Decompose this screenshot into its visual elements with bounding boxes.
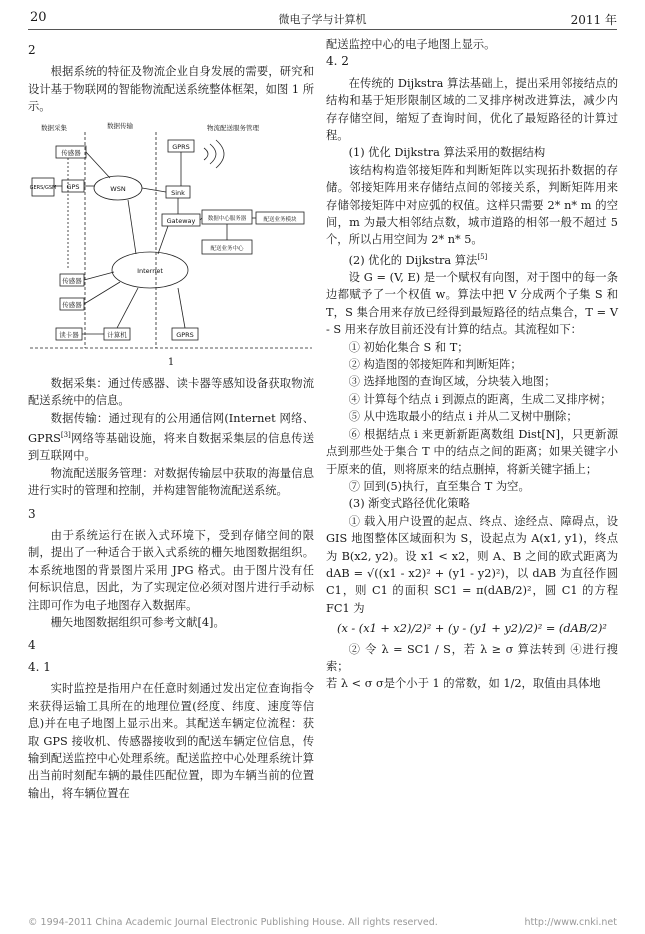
journal-name: 微电子学与计算机	[278, 13, 367, 26]
gprs-top-text: GPRS	[172, 142, 190, 151]
paragraph: ② 令 λ = SC1 / S，若 λ ≥ σ 算法转到 ④进行搜索；	[326, 642, 618, 673]
paragraph: 由于系统运行在嵌入式环境下，受到存储空间的限制，提出了一种适合于嵌入式系统的栅矢地图数据组织。本系统地图的背景图片采用 JPG 格式。由于图片没有任何标识信息，因此，为了实现定位必须对图片进行手动标注即可作为电子地图存入数据库。	[28, 529, 314, 612]
circle-equation: (x - (x1 + x2)/2)² + (y - (y1 + y2)/2)² = (dAB/2)²	[337, 622, 607, 636]
cnki-url: http://www.cnki.net	[524, 917, 617, 928]
section-4-1-heading: 4. 1	[28, 659, 51, 674]
paragraph: 若 λ < σ σ是个小于 1 的常数，如 1/2，取值由具体地	[326, 677, 601, 691]
sink-text: Sink	[171, 188, 185, 197]
dispatch-center-text: 配送业务中心	[210, 245, 244, 252]
sensor2-text: 传感器	[62, 276, 82, 285]
distribution-module-text: 配送业务模块	[263, 216, 297, 223]
algorithm-step: ⑦ 回到(5)执行，直至集合 T 为空。	[348, 479, 530, 493]
page-number: 20	[30, 10, 47, 25]
algorithm-step: ⑤ 从中选取最小的结点 i 并从二叉树中删除；	[348, 410, 578, 424]
data-server-text: 数据中心服务器	[207, 215, 247, 222]
right-column	[326, 36, 618, 693]
algorithm-step: ⑥ 根据结点 i 来更新新距离数组 Dist[N]，只更新源点到那些处于集合 T 中的结点之间的距离；如果关键字小于原来的值，则将原来的结点删掉，将新关键字插上；	[326, 427, 618, 476]
gateway-text: Gateway	[166, 216, 196, 225]
gprs-bottom-text: GPRS	[176, 330, 194, 339]
paragraph: 在传统的 Dijkstra 算法基础上，提出采用邻接结点的结构和基于矩形限制区域的二叉排序树改进算法，减少内存存储空间，缩短了查询时间，优化了最短路径的计算过程。	[326, 76, 618, 143]
paragraph: ① 载入用户设置的起点、终点、途经点、障碍点，设 GIS 地图整体区域面积为 S，设起点为 A(x1, y1)，终点为 B(x2, y2)。设 x1 < x2，则 A、B 之间的欧式距离为 dAB = √((x1 - x2)² + (y1 - y2)²)，以 dAB 为直径作圆 C1，则 C1 的面积 SC1 = π(dAB/2)²，圆 C1 的方程 FC1 为	[326, 514, 618, 615]
subheading-text: (2) 优化的 Dijkstra 算法	[348, 253, 478, 267]
left-column	[28, 36, 314, 802]
label-service: 物流配送服务管理	[207, 123, 259, 132]
gprs-gsm-text: GERS/GSM	[29, 184, 57, 191]
paragraph: 数据采集：通过传感器、读卡器等感知设备获取物流配送系统中的信息。	[28, 377, 314, 408]
algorithm-step: ② 构造图的邻接矩阵和判断矩阵；	[348, 358, 522, 372]
section-2-heading: 2	[28, 43, 36, 57]
copyright-notice: © 1994-2011 China Academic Journal Electronic Publishing House. All rights reserved.	[28, 917, 438, 928]
section-4-heading: 4	[28, 638, 36, 653]
citation: [3]	[60, 431, 71, 440]
journal-year: 2011 年	[570, 13, 617, 27]
paragraph: 配送监控中心的电子地图上显示。	[326, 38, 496, 51]
section-4-2-heading: 4. 2	[326, 54, 349, 69]
gps-text: GPS	[66, 182, 80, 191]
label-acq: 数据采集	[41, 123, 67, 132]
figure-caption: 1	[167, 356, 175, 368]
paragraph: 栅矢地图数据组织可参考文献[4]。	[50, 616, 225, 630]
sensor1-text: 传感器	[61, 148, 81, 157]
system-architecture-figure	[28, 120, 314, 352]
subheading: (3) 渐变式路径优化策略	[348, 497, 470, 511]
reader-text: 读卡器	[59, 330, 79, 339]
paragraph: 根据系统的特征及物流企业自身发展的需要，研究和设计基于物联网的智能物流配送系统整体框架，如图 1 所示。	[28, 65, 314, 114]
label-trans: 数据传输	[107, 121, 133, 130]
algorithm-step: ① 初始化集合 S 和 T；	[348, 340, 469, 354]
wsn-text: WSN	[110, 184, 126, 193]
paragraph-part: 数据传输：通过现有的公用通信网(Internet 网络、GPRS	[28, 411, 314, 446]
paragraph: 该结构构造邻接矩阵和判断矩阵以实现拓扑数据的存储。邻接矩阵用来存储结点间的邻接关系，判断矩阵用来存储邻接矩阵中对应弧的权值。这样只需要 2* n* m 的空间，m 为最大相邻结点数，城市道路的相邻一般不超过 5 个，所以占用空间为 2* n* 5。	[326, 163, 618, 247]
header-rule	[28, 29, 617, 30]
paragraph: 物流配送服务管理：对数据传输层中获取的海量信息进行实时的管理和控制，并构建智能物流配送系统。	[28, 466, 314, 498]
algorithm-step: ③ 选择地图的查询区域，分块装入地图；	[348, 375, 556, 389]
subheading: (1) 优化 Dijkstra 算法采用的数据结构	[348, 146, 546, 160]
computer-text: 计算机	[107, 330, 127, 339]
algorithm-step: ④ 计算每个结点 i 到源点的距离，生成二叉排序树；	[348, 392, 612, 406]
paragraph: 设 G = (V, E) 是一个赋权有向图，对于图中的每一条边都赋予了一个权值 w。算法中把 V 分成两个子集 S 和 T，S 集合用来存放已经得到最短路径的结点集合，T = V - S 用来存放目前还没有计算的结点。其流程如下：	[326, 271, 618, 337]
paragraph-part: 网络等基础设施，将来自数据采集层的信息传送到互联网中。	[28, 432, 314, 463]
internet-text: Internet	[137, 266, 163, 275]
section-3-heading: 3	[28, 506, 36, 521]
paragraph: 实时监控是指用户在任意时刻通过发出定位查询指令来获得运输工具所在的地理位置(经度、纬度、速度等信息)并在电子地图上显示出来。其配送车辆定位流程：获取 GPS 接收机、传感器接收到的配送车辆定位信息，传输到配送监控中心处理系统。配送监控中心处理系统计算出当前时刻配车辆的最佳匹配位置，即为车辆当前的位置输出，将车辆位置在	[28, 682, 314, 800]
sensor3-text: 传感器	[62, 300, 82, 309]
paragraph	[28, 410, 314, 465]
subheading	[326, 249, 618, 269]
citation: [5]	[477, 252, 488, 261]
